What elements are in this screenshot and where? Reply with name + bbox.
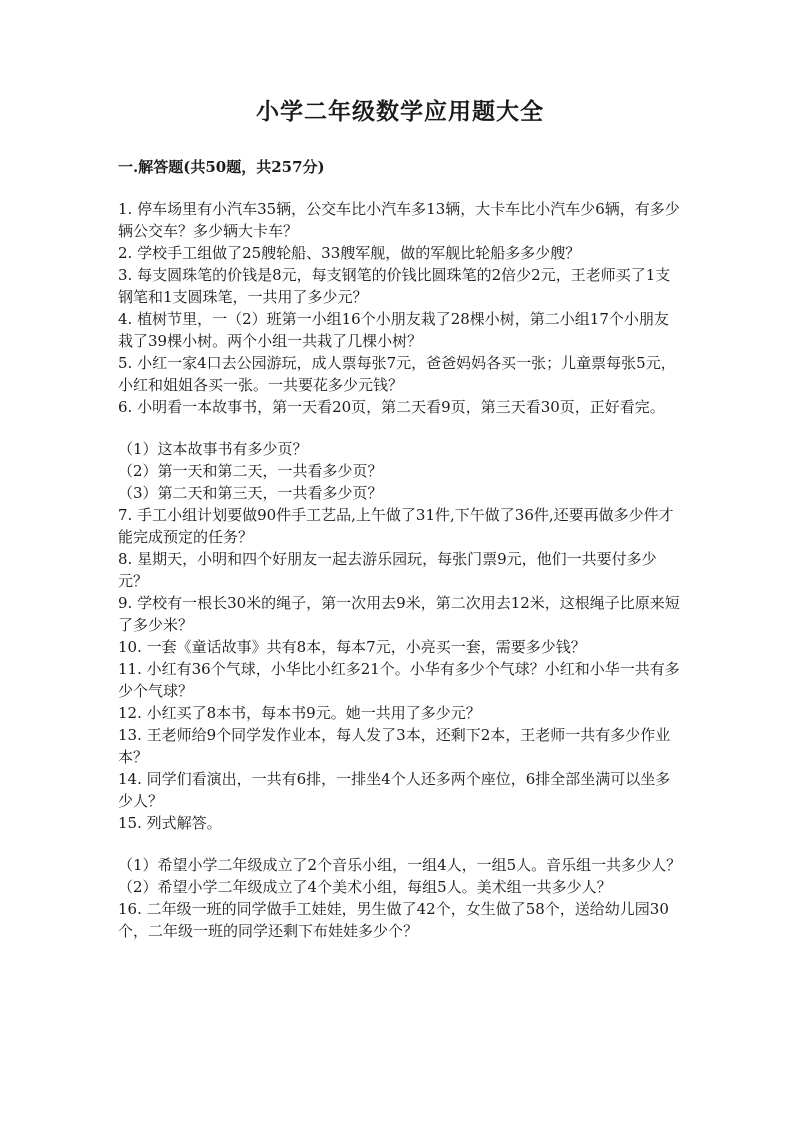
question-15-part-2: （2）希望小学二年级成立了4个美术小组，每组5人。美术组一共多少人？: [118, 878, 612, 896]
question-12: 12. 小红买了8本书，每本书9元。她一共用了多少元？: [118, 704, 481, 722]
question-2: 2. 学校手工组做了25艘轮船、33艘军舰，做的军舰比轮船多多少艘？: [118, 244, 581, 262]
question-11: 11. 小红有36个气球，小华比小红多21个。小华有多少个气球？小红和小华一共有多少个气球？: [118, 660, 680, 700]
question-6: 6. 小明看一本故事书，第一天看20页，第二天看9页，第三天看30页，正好看完。: [118, 398, 665, 416]
question-16: 16. 二年级一班的同学做手工娃娃，男生做了42个，女生做了58个，送给幼儿园30个，二年级一班的同学还剩下布娃娃多少个？: [118, 900, 669, 940]
question-8: 8. 星期天，小明和四个好朋友一起去游乐园玩，每张门票9元，他们一共要付多少元？: [118, 550, 657, 590]
question-15: 15. 列式解答。: [118, 814, 222, 832]
question-6-part-1: （1）这本故事书有多少页？: [118, 440, 308, 458]
question-4: 4. 植树节里，一（2）班第一小组16个小朋友栽了28棵小树，第二小组17个小朋友栽了39棵小树。两个小组一共栽了几棵小树？: [118, 310, 669, 350]
question-list: [118, 198, 682, 942]
question-14: 14. 同学们看演出，一共有6排，一排坐4个人还多两个座位，6排全部坐满可以坐多少人？: [118, 770, 671, 810]
question-3: 3. 每支圆珠笔的价钱是8元，每支钢笔的价钱比圆珠笔的2倍少2元，王老师买了1支钢笔和1支圆珠笔，一共用了多少元？: [118, 266, 671, 306]
document-title: 小学二年级数学应用题大全: [256, 98, 544, 125]
question-6-part-2: （2）第一天和第二天，一共看多少页？: [118, 462, 383, 480]
question-13: 13. 王老师给9个同学发作业本，每人发了3本，还剩下2本，王老师一共有多少作业本？: [118, 726, 671, 766]
section-heading: 一.解答题(共50题，共257分): [118, 158, 325, 176]
question-7: 7. 手工小组计划要做90件手工艺品,上午做了31件,下午做了36件,还要再做多少件才能完成预定的任务？: [118, 506, 674, 546]
question-1: 1. 停车场里有小汽车35辆，公交车比小汽车多13辆，大卡车比小汽车少6辆，有多少辆公交车？多少辆大卡车？: [118, 200, 680, 240]
question-9: 9. 学校有一根长30米的绳子，第一次用去9米，第二次用去12米，这根绳子比原来短了多少米？: [118, 594, 680, 634]
question-5: 5. 小红一家4口去公园游玩，成人票每张7元，爸爸妈妈各买一张；儿童票每张5元，小红和姐姐各买一张。一共要花多少元钱？: [118, 354, 676, 394]
question-6-part-3: （3）第二天和第三天，一共看多少页？: [118, 484, 383, 502]
question-10: 10. 一套《童话故事》共有8本，每本7元，小亮买一套，需要多少钱？: [118, 638, 586, 656]
question-15-part-1: （1）希望小学二年级成立了2个音乐小组，一组4人，一组5人。音乐组一共多少人？: [118, 856, 682, 874]
